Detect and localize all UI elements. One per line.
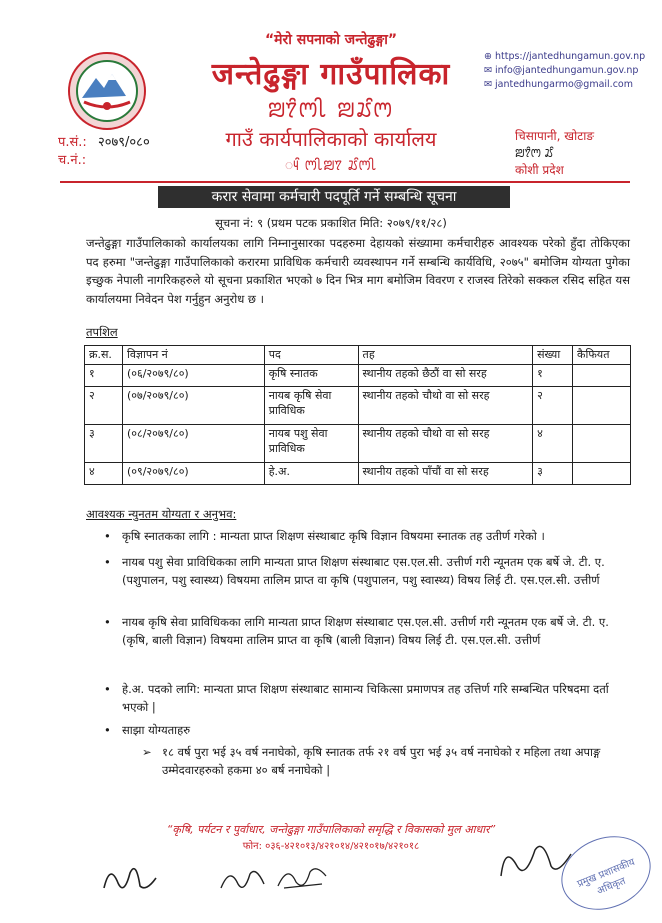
cell-post: कृषि स्नातक (264, 365, 358, 387)
ref-no-value: २०७९/०८० (98, 135, 150, 150)
table-row (85, 387, 631, 425)
requirement-item (104, 721, 630, 739)
address-block (515, 128, 594, 179)
footer-motto: “कृषि, पर्यटन र पुर्वाधार, जन्तेढुङ्गा गाउँपालिकाको समृद्धि र विकासको मुल आधार” (166, 823, 496, 836)
cell-count: २ (533, 387, 573, 425)
table-row (85, 425, 631, 463)
vacancy-table (84, 345, 631, 485)
municipality-name: जन्तेढुङ्गा गाउँपालिका (211, 57, 451, 92)
email-link[interactable]: info@jantedhungamun.gov.np (494, 65, 639, 76)
cell-sn: १ (85, 365, 123, 387)
requirement-text: साझा योग्यताहरु (122, 723, 191, 737)
cell-ad-no: (०६/२०७९/८०) (122, 365, 264, 387)
col-header-remarks: कैफियत (573, 346, 631, 365)
col-header-sn: क्र.स. (85, 346, 123, 365)
cell-level: स्थानीय तहको पाँचौं वा सो सरह (358, 463, 533, 485)
province: कोशी प्रदेश (515, 163, 564, 177)
header-divider (60, 181, 630, 183)
signature-3 (274, 858, 330, 894)
table-row (85, 365, 631, 387)
cell-remarks (573, 365, 631, 387)
dispatch-no-label: च.नं.: (58, 153, 87, 168)
bullet-icon: • (104, 529, 111, 543)
stamp-text: प्रमुख प्रशासकीय अधिकृत (575, 856, 637, 898)
requirement-text: हे.अ. पदको लागि: मान्यता प्राप्त शिक्षण संस्थाबाट सामान्य चिकित्सा प्रमाणपत्र तह उत्तिर्ण गरि सम्बन्धित परिषदमा दर्ता भएको | (122, 682, 609, 714)
office-name-script: ꢴꢶ ꢳꢷꢪꢵ ꢬꢶꢳꢷ (284, 158, 378, 174)
requirement-item (104, 613, 630, 649)
cell-count: ३ (533, 463, 573, 485)
bullet-icon: • (104, 682, 111, 696)
cell-remarks (573, 425, 631, 463)
bullet-icon: • (104, 615, 111, 629)
address-script: ꢪꢵꢶꢳ ꢬꢶ (515, 146, 553, 160)
cell-remarks (573, 463, 631, 485)
cell-post: हे.अ. (264, 463, 358, 485)
cell-ad-no: (०८/२०७९/८०) (122, 425, 264, 463)
cell-count: ४ (533, 425, 573, 463)
table-caption: तपशिल (86, 325, 118, 339)
contact-block (484, 50, 645, 92)
common-requirement-item (142, 743, 630, 779)
col-header-level: तह (358, 346, 533, 365)
cell-ad-no: (०९/२०७९/८०) (122, 463, 264, 485)
notice-meta: सूचना नं: ९ (प्रथम पटक प्रकाशित मिति: २०७९/११/२८) (215, 216, 447, 230)
website-link[interactable]: https://jantedhungamun.gov.np (494, 51, 646, 62)
cell-level: स्थानीय तहको चौथो वा सो सरह (358, 387, 533, 425)
signature-1 (100, 858, 160, 898)
col-header-count: संख्या (533, 346, 573, 365)
cell-level: स्थानीय तहको चौथो वा सो सरह (358, 425, 533, 463)
cell-sn: २ (85, 387, 123, 425)
col-header-ad-no: विज्ञापन नं (122, 346, 264, 365)
common-requirement-text: १८ वर्ष पुरा भई ३५ वर्ष ननाघेको, कृषि स्नातक तर्फ २१ वर्ष पुरा भई ३५ वर्ष ननाघेको र महिला तथा अपाङ्ग उम्मेदवारहरुको हकमा ४० बर्ष ननाघेको | (162, 745, 601, 777)
ref-no-label: प.सं.: (58, 135, 87, 150)
cell-remarks (573, 387, 631, 425)
slogan: “मेरो सपनाको जन्तेढुङ्गा” (264, 32, 398, 48)
arrow-bullet-icon: ➢ (142, 745, 152, 759)
requirement-text: नायब कृषि सेवा प्राविधिकका लागि मान्यता प्राप्त शिक्षण संस्थाबाट एस.एल.सी. उत्तीर्ण गरी न्यूनतम एक बर्षे जे. टी. ए. (कृषि, बाली विज्ञान) विषयमा तालिम प्राप्त वा कृषि (बाली विज्ञान) विषय लिई टी. एस.एल.सी. उत्तीर्ण (122, 615, 609, 647)
requirement-item (104, 680, 630, 716)
notice-title: करार सेवामा कर्मचारी पदपूर्ति गर्ने सम्बन्धि सूचना (158, 186, 510, 208)
cell-ad-no: (०७/२०७९/८०) (122, 387, 264, 425)
cell-count: १ (533, 365, 573, 387)
requirement-item (104, 553, 630, 589)
cell-post: नायब कृषि सेवा प्राविधिक (264, 387, 358, 425)
table-row (85, 463, 631, 485)
requirement-text: नायब पशु सेवा प्राविधिकका लागि मान्यता प्राप्त शिक्षण संस्थाबाट एस.एल.सी. उत्तीर्ण गरी न्यूनतम एक बर्षे जे. टी. ए. (पशुपालन, पशु स्वास्थ्य) विषयमा तालिम प्राप्त वा कृषि (पशुपालन, पशु स्वास्थ्य) विषय लिई टी. एस.एल.सी. उत्तीर्ण (122, 555, 605, 587)
requirement-text: कृषि स्नातकका लागि : मान्यता प्राप्त शिक्षण संस्थाबाट कृषि विज्ञान विषयमा स्नातक तह उतीर्ण गरेको । (122, 529, 545, 543)
cell-sn: ४ (85, 463, 123, 485)
requirements-title: आवश्यक न्युनतम योग्यता र अनुभव: (86, 507, 237, 521)
signature-2 (218, 862, 268, 896)
intro-paragraph: जन्तेढुङ्गा गाउँपालिकाको कार्यालयका लागि निम्नानुसारका पदहरुमा देहायको संख्यामा कर्मचारीहरु आवश्यक परेको हुँदा तोकिएका पद हरुमा "जन्तेढुङ्गा गाउँपालिकाको करारमा प्राविधिक कर्मचारी व्यवस्थापन गर्ने सम्बन्धि कार्यविधि, २०७५" बमोजिम योग्यता पुगेका इच्छुक नेपाली नागरिकहरुले यो सूचना प्रकाशित भएको ७ दिन भित्र माग बमोजिम विवरण र राजस्व तिरेको सक्कल रसिद सहित यस कार्यालयमा निवेदन पेश गर्नुहुन अनुरोध छ । (86, 236, 630, 306)
email-icon: ✉ (484, 65, 495, 76)
email-link-2[interactable]: jantedhungarmo@gmail.com (494, 79, 633, 90)
cell-sn: ३ (85, 425, 123, 463)
col-header-post: पद (264, 346, 358, 365)
email-icon-2: ✉ (484, 79, 495, 90)
reference-numbers (58, 134, 150, 170)
cell-level: स्थानीय तहको छैठौं वा सो सरह (358, 365, 533, 387)
globe-icon: ⊕ (484, 51, 495, 62)
municipality-name-script: ꢪꢵꢶꢳꢷ ꢪꢬꢶꢳ (267, 98, 395, 123)
bullet-icon: • (104, 555, 111, 569)
requirement-item (104, 527, 630, 545)
cell-post: नायब पशु सेवा प्राविधिक (264, 425, 358, 463)
bullet-icon: • (104, 723, 111, 737)
address: चिसापानी, खोटाङ (515, 129, 594, 143)
footer-phone: फोन: ०३६-४२१०१३/४२१०१४/४२१०१७/४२१०१८ (242, 841, 420, 852)
table-header-row (85, 346, 631, 365)
office-name: गाउँ कार्यपालिकाको कार्यालय (225, 127, 437, 151)
